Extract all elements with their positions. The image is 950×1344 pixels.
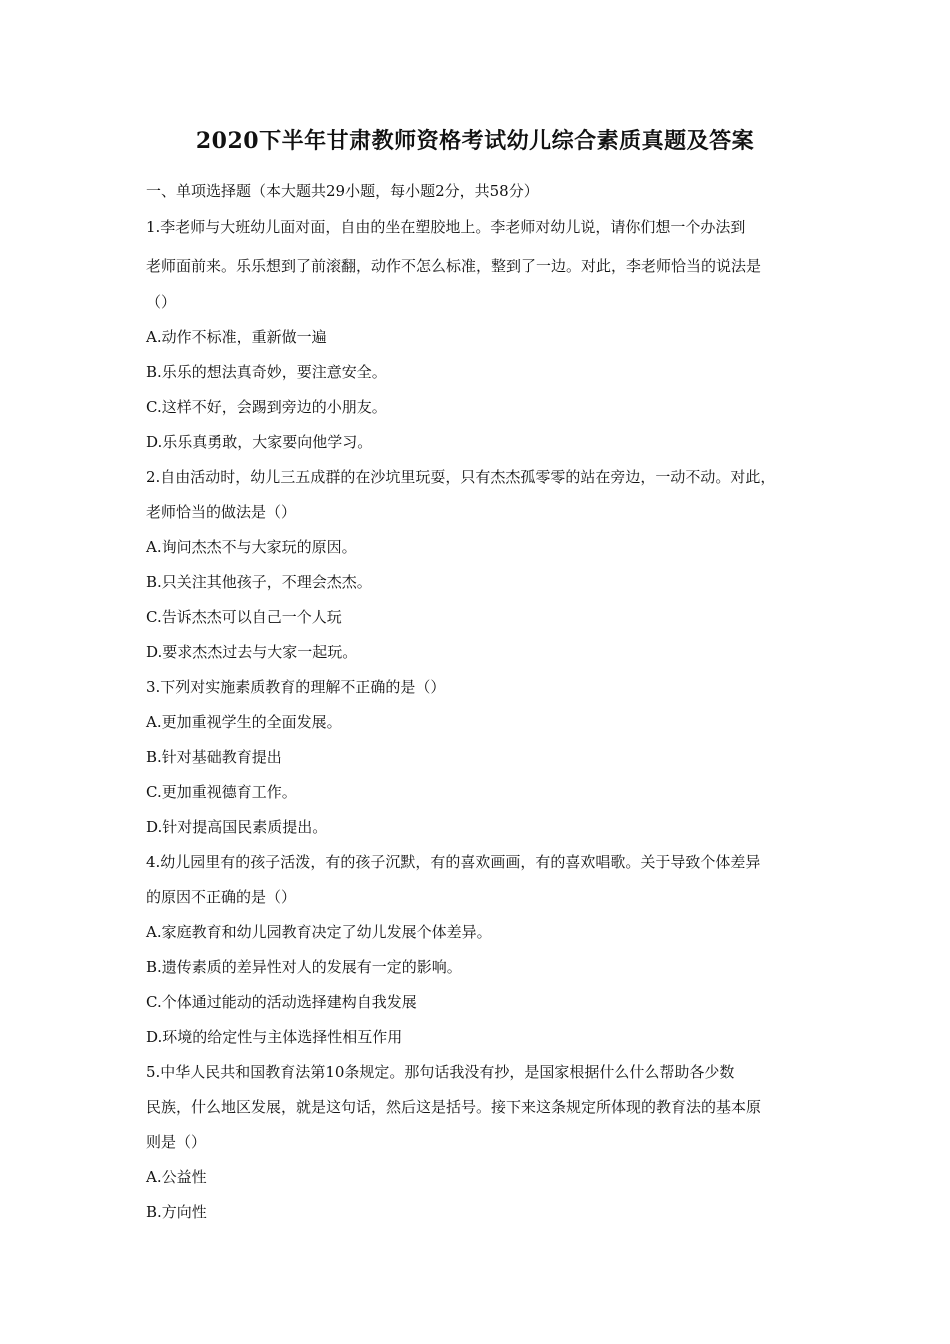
question-1-text-cont: 老师面前来。乐乐想到了前滚翻，动作不怎么标准，整到了一边。对此，李老师恰当的说法是 xyxy=(146,257,762,275)
question-4-option-c: C.个体通过能动的活动选择建构自我发展 xyxy=(146,993,417,1011)
question-3-option-d: D.针对提高国民素质提出。 xyxy=(146,818,328,836)
question-4-text-cont: 的原因不正确的是（） xyxy=(146,888,297,906)
question-2-option-a: A.询问杰杰不与大家玩的原因。 xyxy=(146,538,357,556)
question-3-option-a: A.更加重视学生的全面发展。 xyxy=(146,713,342,731)
question-4-text: 4.幼儿园里有的孩子活泼，有的孩子沉默，有的喜欢画画，有的喜欢唱歌。关于导致个体差异 xyxy=(146,853,761,871)
question-2-text: 2.自由活动时，幼儿三五成群的在沙坑里玩耍，只有杰杰孤零零的站在旁边，一动不动。对此， xyxy=(146,468,776,486)
question-5-text-cont-2: 则是（） xyxy=(146,1133,207,1151)
question-2-option-c: C.告诉杰杰可以自己一个人玩 xyxy=(146,608,342,626)
question-3-text: 3.下列对实施素质教育的理解不正确的是（） xyxy=(146,678,446,696)
question-3-option-b: B.针对基础教育提出 xyxy=(146,748,282,766)
question-5-text-cont: 民族，什么地区发展，就是这句话，然后这是括号。接下来这条规定所体现的教育法的基本原 xyxy=(146,1098,762,1116)
question-1-option-b: B.乐乐的想法真奇妙，要注意安全。 xyxy=(146,363,387,381)
question-1-text: 1.李老师与大班幼儿面对面，自由的坐在塑胶地上。李老师对幼儿说，请你们想一个办法到 xyxy=(146,218,746,236)
question-1-option-d: D.乐乐真勇敢，大家要向他学习。 xyxy=(146,433,373,451)
section-heading: 一、单项选择题（本大题共29小题，每小题2分，共58分） xyxy=(146,182,539,200)
question-1-blank: （） xyxy=(146,293,177,311)
question-4-option-a: A.家庭教育和幼儿园教育决定了幼儿发展个体差异。 xyxy=(146,923,492,941)
question-2-option-b: B.只关注其他孩子，不理会杰杰。 xyxy=(146,573,372,591)
question-2-text-cont: 老师恰当的做法是（） xyxy=(146,503,297,521)
question-2-option-d: D.要求杰杰过去与大家一起玩。 xyxy=(146,643,358,661)
question-5-text: 5.中华人民共和国教育法第10条规定。那句话我没有抄，是国家根据什么什么帮助各少数 xyxy=(146,1063,735,1081)
document-title: 2020下半年甘肃教师资格考试幼儿综合素质真题及答案 xyxy=(195,128,755,154)
question-4-option-d: D.环境的给定性与主体选择性相互作用 xyxy=(146,1028,403,1046)
question-1-option-a: A.动作不标准，重新做一遍 xyxy=(146,328,327,346)
question-5-option-a: A.公益性 xyxy=(146,1168,207,1186)
question-5-option-b: B.方向性 xyxy=(146,1203,207,1221)
question-3-option-c: C.更加重视德育工作。 xyxy=(146,783,297,801)
question-1-option-c: C.这样不好，会踢到旁边的小朋友。 xyxy=(146,398,387,416)
question-4-option-b: B.遗传素质的差异性对人的发展有一定的影响。 xyxy=(146,958,462,976)
